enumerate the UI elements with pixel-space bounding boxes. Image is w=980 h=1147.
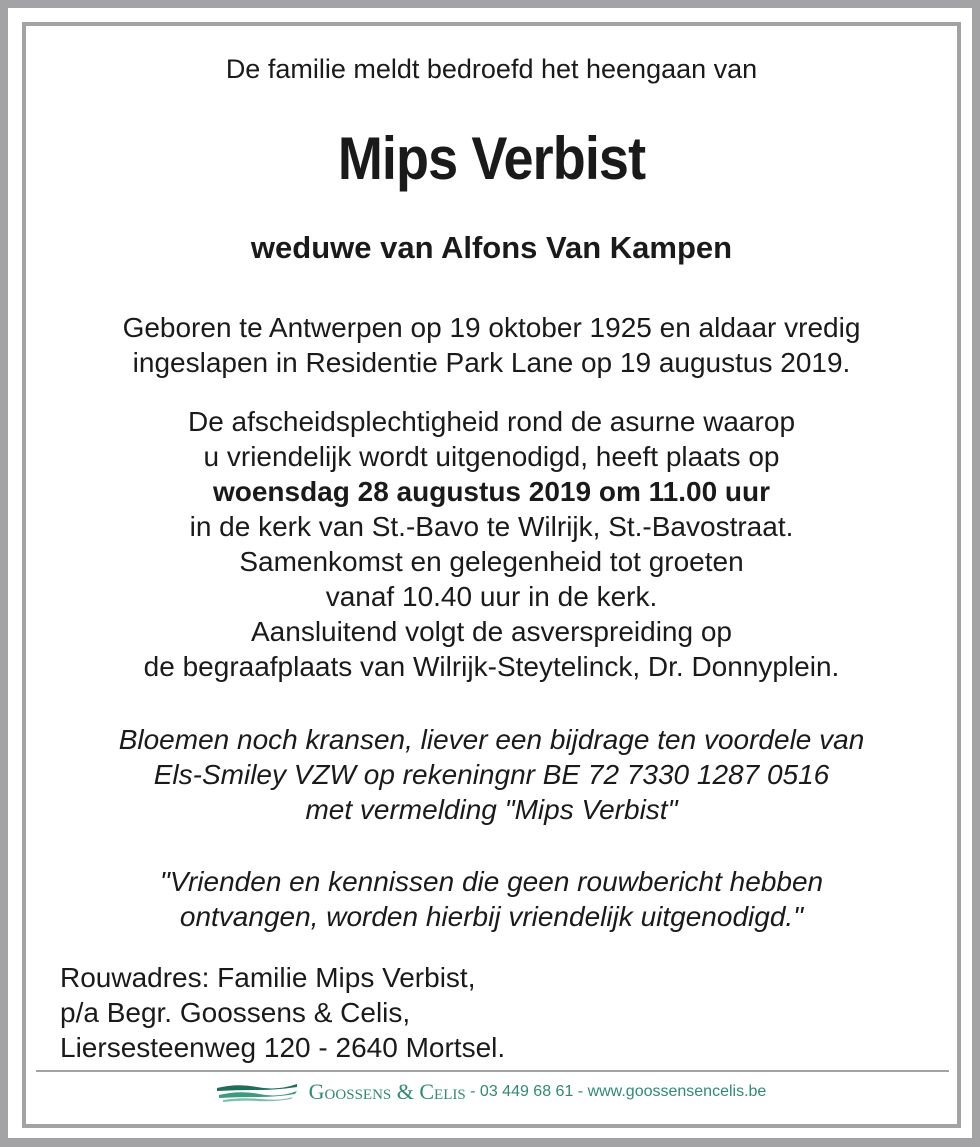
funeral-home-name: Goossens & Celis <box>308 1079 466 1104</box>
text-line: ingeslapen in Residentie Park Lane op 19 augustus 2019. <box>132 347 851 378</box>
text-line: in de kerk van St.-Bavo te Wilrijk, St.-Bavostraat. <box>189 511 794 542</box>
birth-death-info <box>26 310 957 380</box>
text-line: Bloemen noch kransen, liever een bijdrage ten voordele van <box>118 724 865 755</box>
text-line: Samenkomst en gelegenheid tot groeten <box>239 546 744 577</box>
text-line: Liersesteenweg 120 - 2640 Mortsel. <box>60 1032 506 1063</box>
ceremony-date: woensdag 28 augustus 2019 om 11.00 uur <box>212 476 771 507</box>
ceremony-info <box>26 404 957 684</box>
text-line: Geboren te Antwerpen op 19 oktober 1925 en aldaar vredig <box>122 312 861 343</box>
text-line: De afscheidsplechtigheid rond de asurne waarop <box>187 406 796 437</box>
phone-number: - 03 449 68 61 - <box>465 1083 588 1100</box>
text-line: vanaf 10.40 uur in de kerk. <box>325 581 658 612</box>
text-line: Rouwadres: Familie Mips Verbist, <box>60 962 476 993</box>
divider <box>36 1070 949 1072</box>
mourning-address <box>60 960 505 1065</box>
text-line: de begraafplaats van Wilrijk-Steytelinck, Dr. Donnyplein. <box>143 651 840 682</box>
text-line: "Vrienden en kennissen die geen rouwbericht hebben <box>159 866 824 897</box>
funeral-home-footer <box>26 1079 957 1105</box>
website-link[interactable]: www.goossensencelis.be <box>587 1083 767 1100</box>
invitation-quote <box>26 864 957 934</box>
flowers-note <box>26 722 957 827</box>
text-line: met vermelding "Mips Verbist" <box>305 794 678 825</box>
text-line: Aansluitend volgt de asverspreiding op <box>251 616 732 647</box>
text-line: Els-Smiley VZW op rekeningnr BE 72 7330 1287 0516 <box>153 759 830 790</box>
text-line: u vriendelijk wordt uitgenodigd, heeft plaats op <box>203 441 780 472</box>
deceased-name: Mips Verbist <box>337 125 646 192</box>
widow-line: weduwe van Alfons Van Kampen <box>250 230 733 265</box>
wave-logo-icon <box>217 1081 297 1103</box>
text-line: p/a Begr. Goossens & Celis, <box>60 997 411 1028</box>
obituary-card <box>22 22 961 1128</box>
intro-text: De familie meldt bedroefd het heengaan van <box>225 54 758 84</box>
text-line: ontvangen, worden hierbij vriendelijk uitgenodigd." <box>179 901 804 932</box>
